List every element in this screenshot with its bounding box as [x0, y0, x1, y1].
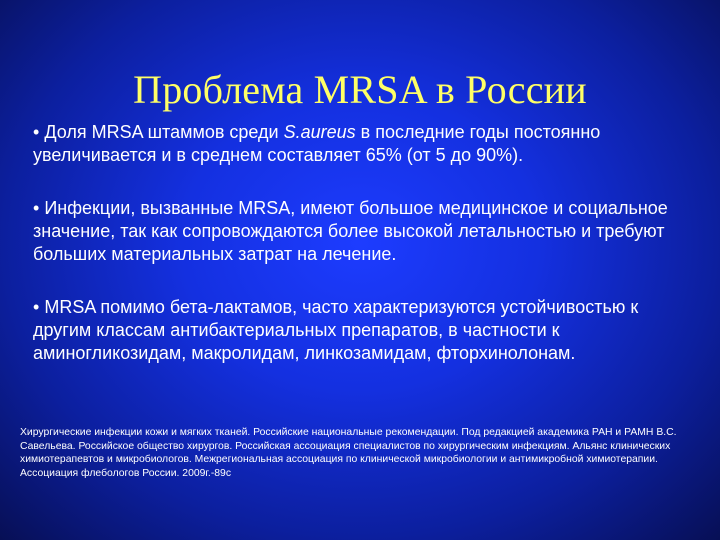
bullet-item: [33, 197, 693, 266]
reference-footnote: Хирургические инфекции кожи и мягких тканей. Российские национальные рекомендации. Под редакцией академика РАН и РАМН В.С. Савельева. Российское общество хирургов. Российская ассоциация специалистов по хирургическим инфекциям. Альянс клинических химиотерапевтов и микробиологов. Межрегиональная ассоциация по клинической микробиологии и антимикробной химиотерапии. Ассоциация флебологов России. 2009г.-89с: [20, 427, 677, 479]
bullet-marker: •: [33, 297, 40, 317]
bullet-text: Инфекции, вызванные MRSA, имеют большое медицинское и социальное значение, так как сопровождаются более высокой летальностью и требуют больших материальных затрат на лечение.: [33, 198, 668, 264]
bullet-marker: •: [33, 198, 40, 218]
bullet-text: Доля MRSA штаммов среди: [44, 122, 284, 142]
bullet-text: MRSA помимо бета-лактамов, часто характеризуются устойчивостью к другим классам антибактериальных препаратов, в частности к аминогликозидам, макролидам, линкозамидам, фторхинолонам.: [33, 297, 639, 363]
bullet-text-tail: в последние годы постоянно увеличивается и в среднем составляет 65% (от 5 до 90%).: [33, 122, 601, 165]
bullet-italic-text: S.aureus: [283, 122, 356, 142]
bullet-item: [33, 296, 693, 365]
slide-title: Проблема MRSA в России: [133, 67, 587, 112]
bullet-item: [33, 121, 693, 167]
bullet-list: [33, 121, 693, 365]
bullet-marker: •: [33, 122, 40, 142]
